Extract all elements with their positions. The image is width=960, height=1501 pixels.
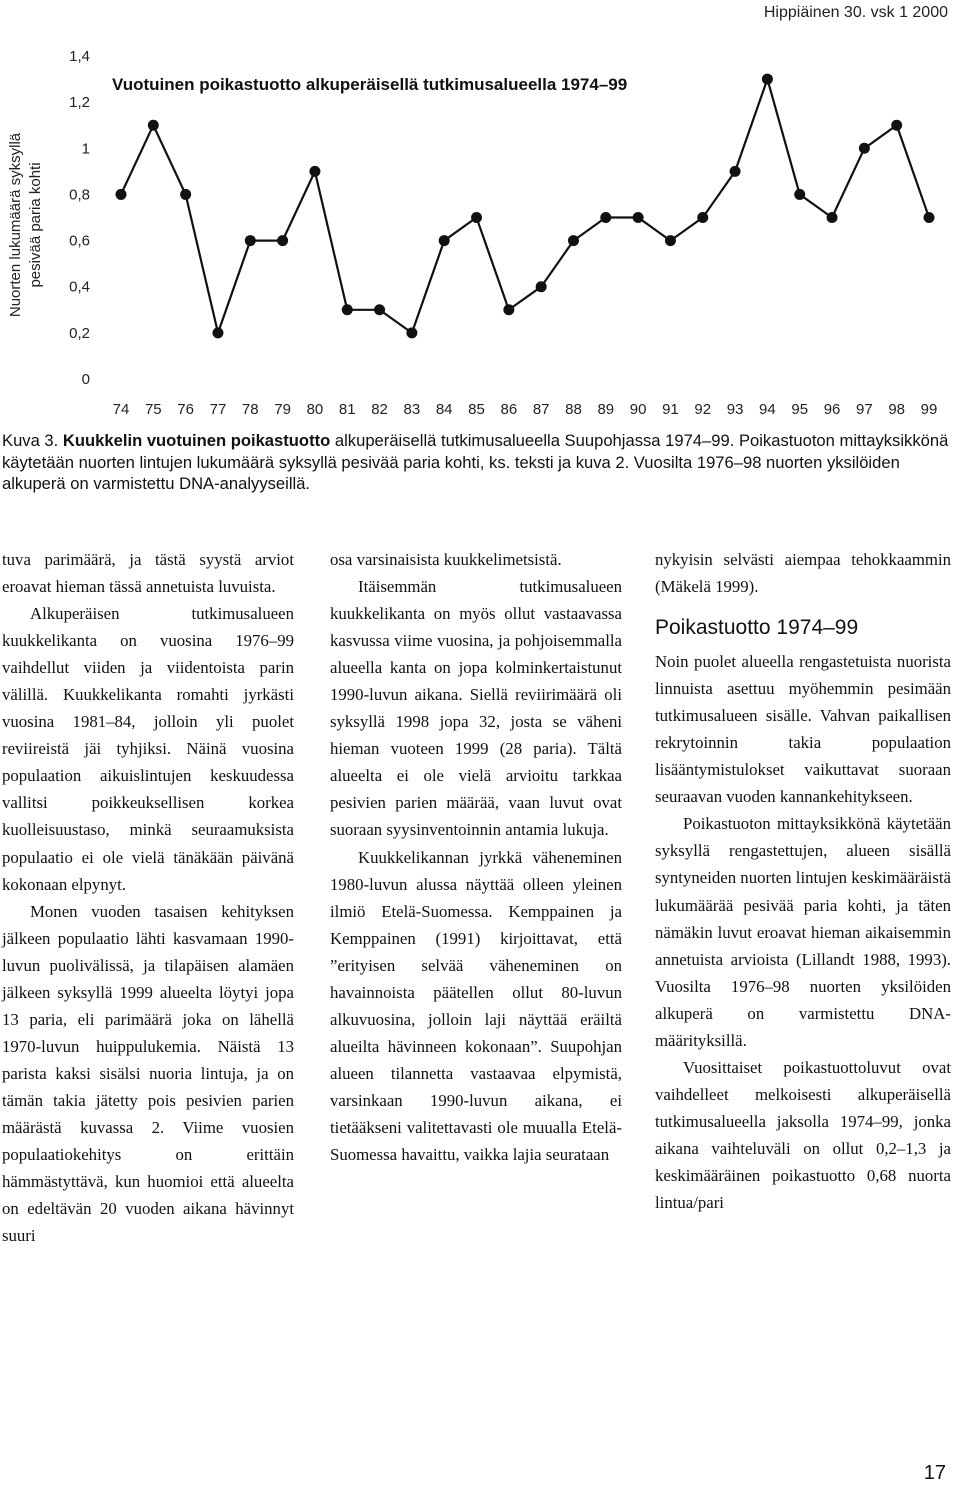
page-number: 17 (923, 1462, 946, 1484)
data-point (697, 212, 708, 223)
x-tick-label: 82 (371, 401, 388, 418)
data-point (245, 235, 256, 246)
data-point (924, 212, 935, 223)
paragraph: Alkuperäisen tutkimusalueen kuukkelikanta on vuosina 1976–99 vaihdellut viiden ja viidentoista parin välillä. Kuukkelikanta romahti jyrkästi vuosina 1981–84, jolloin yli puolet reviireistä jäi tyhjiksi. Näinä vuosina populaation aikuislintujen keskuudessa vallitsi poikkeuksellisen korkea kuolleisuustaso, minkä seuraamuksista populaatio ei ole vielä tänäkään päivänä kokonaan elpynyt. (2, 604, 294, 894)
data-point (212, 327, 223, 338)
figure-caption (2, 430, 958, 495)
x-tick-label: 95 (791, 401, 809, 418)
y-tick-label: 1,2 (69, 94, 90, 112)
x-tick-label: 81 (338, 401, 356, 418)
data-point (762, 74, 773, 85)
x-tick-label: 89 (597, 401, 615, 418)
paragraph: Kuukkelikannan jyrkkä väheneminen 1980-luvun alussa näyttää olleen yleinen ilmiö Etelä-Suomessa. Kemppainen ja Kemppainen (1991) kirjoittavat, että ”erityisen selvää väheneminen on havainnoista päätellen ollut 80-luvun alkuvuosina, jolloin laji näyttää eräiltä alueilta hävinneen kokonaan”. Suupohjan alueen tilannetta vastaavaa elpymistä, varsinkaan 1990-luvun aikana, ei tietääkseni valitettavasti ole muualla Etelä-Suomessa havaittu, vaikka lajia seurataan (330, 847, 622, 1165)
y-axis-label-line1: Nuorten lukumäärä syksyllä (7, 132, 24, 318)
caption-label: Kuva 3. (2, 431, 59, 450)
x-tick-label: 78 (241, 401, 259, 418)
data-point (859, 143, 870, 154)
paragraph: Monen vuoden tasaisen kehityksen jälkeen populaatio lähti kasvamaan 1990-luvun puolivälissä, ja tilapäisen alamäen jälkeen syksyllä 1999 alueelta löytyi jopa 13 paria, eli parimäärä joka on lähellä 1970-luvun huippulukemia. Näistä 13 parista kaksi sisälsi nuoria lintuja, ja on tämän takia jätetty pois pesivien parien määrästä kuvassa 2. Viime vuosien populaatiokehitys on erittäin hämmästyttävä, kun huomioi että alueelta on edeltävän 20 vuoden aikana hävinnyt suuri (2, 901, 294, 1246)
y-tick-label: 1,4 (69, 48, 90, 65)
data-point (342, 304, 353, 315)
data-point (309, 166, 320, 177)
data-point (665, 235, 676, 246)
data-point (600, 212, 611, 223)
data-point (503, 304, 514, 315)
x-tick-label: 76 (177, 401, 194, 418)
data-point (180, 189, 191, 200)
data-point (568, 235, 579, 246)
x-tick-label: 74 (112, 401, 130, 418)
x-tick-label: 88 (565, 401, 582, 418)
x-tick-label: 93 (726, 401, 744, 418)
x-tick-label: 91 (662, 401, 679, 418)
data-point (730, 166, 741, 177)
x-tick-label: 94 (759, 401, 776, 418)
text-column-2 (330, 546, 622, 1168)
y-axis-label-line2: pesivää paria kohti (27, 162, 44, 288)
x-tick-label: 97 (856, 401, 873, 418)
y-tick-label: 0,4 (69, 278, 90, 296)
x-tick-label: 80 (306, 401, 324, 418)
x-tick-label: 84 (435, 401, 453, 418)
chart-title: Vuotuinen poikastuotto alkuperäisellä tutkimusalueella 1974–99 (112, 75, 628, 94)
data-point (148, 120, 159, 131)
paragraph: osa varsinaisista kuukkelimetsistä. (330, 550, 562, 569)
paragraph: Vuosittaiset poikastuottoluvut ovat vaihdelleet melkoisesti alkuperäisellä tutkimusalueella jaksolla 1974–99, jonka aikana vaihteluväli on ollut 0,2–1,3 ja keskimääräinen poikastuotto 0,68 nuorta lintua/pari (655, 1057, 951, 1213)
x-tick-label: 85 (468, 401, 485, 418)
x-tick-label: 83 (403, 401, 421, 418)
paragraph: nykyisin selvästi aiempaa tehokkaammin (Mäkelä 1999). (655, 550, 951, 597)
y-axis-label (7, 132, 44, 317)
x-tick-label: 96 (823, 401, 841, 418)
data-point (891, 120, 902, 131)
y-tick-labels (69, 48, 90, 388)
x-tick-label: 99 (920, 401, 938, 418)
paragraph: Itäisemmän tutkimusalueen kuukkelikanta on myös ollut vastaavassa kasvussa viime vuosina, ja pohjoisemmalla alueella kanta on jopa kolminkertaistunut 1990-luvun aikana. Siellä reviirimäärä oli syksyllä 1998 jopa 32, josta se väheni hieman vuoteen 1999 (28 paria). Tältä alueelta ei ole vielä arvioitu tarkkaa pesivien parien määrää, vaan luvut ovat suoraan syysinventoinnin antamia lukuja. (330, 577, 622, 840)
text-column-1 (2, 546, 294, 1249)
x-tick-label: 90 (629, 401, 647, 418)
line-chart (0, 30, 960, 425)
data-point (439, 235, 450, 246)
text-column-3 (655, 546, 951, 1216)
y-tick-label: 0,6 (69, 232, 90, 250)
data-point (471, 212, 482, 223)
x-tick-label: 79 (274, 401, 291, 418)
data-point (277, 235, 288, 246)
series-line (121, 79, 929, 333)
y-tick-label: 0,8 (69, 186, 90, 204)
x-tick-label: 77 (209, 401, 227, 418)
data-point (794, 189, 805, 200)
running-head: Hippiäinen 30. vsk 1 2000 (763, 4, 948, 21)
x-tick-label: 98 (888, 401, 906, 418)
caption-text: alkuperäisellä tutkimusalueella Suupohjassa 1974–99. Poikastuoton mittayksikkönä käytetään nuorten lintujen lukumäärä syksyllä pesivää paria kohti, ks. teksti ja kuva 2. Vuosilta 1976–98 nuorten yksilöiden alkuperä on varmistettu DNA-analyyseillä. (2, 431, 949, 493)
x-tick-label: 86 (500, 401, 518, 418)
y-tick-label: 0,2 (69, 324, 90, 342)
caption-bold-title: Kuukkelin vuotuinen poikastuotto (62, 431, 331, 450)
series-poikastuotto (116, 74, 935, 339)
x-tick-label: 92 (694, 401, 712, 418)
data-point (374, 304, 385, 315)
y-tick-label: 0 (81, 371, 90, 388)
data-point (827, 212, 838, 223)
paragraph: tuva parimäärä, ja tästä syystä arviot eroavat hieman tässä annetuista luvuista. (2, 550, 294, 597)
paragraph: Poikastuoton mittayksikkönä käytetään syksyllä rengastettujen, alueen sisällä syntyneiden nuorten lintujen keskimääräistä lukumäärää pesivää paria kohti, ja täten nämäkin luvut eroavat hieman aikaisemmin annetuista arvioista (Lillandt 1988, 1993). Vuosilta 1976–98 nuorten yksilöiden alkuperä on varmistettu DNA-määrityksillä. (655, 814, 951, 1050)
y-tick-label: 1 (81, 140, 90, 158)
x-tick-label: 87 (532, 401, 550, 418)
x-tick-labels (113, 401, 938, 418)
section-heading: Poikastuotto 1974–99 (655, 616, 859, 640)
data-point (536, 281, 547, 292)
data-point (633, 212, 644, 223)
paragraph: Noin puolet alueella rengastetuista nuorista linnuista asettuu myöhemmin pesimään tutkimusalueen sisälle. Vahvan paikallisen rekrytoinnin takia populaation lisääntymistulokset vaikuttavat suoraan seuraavan vuoden kannankehitykseen. (655, 652, 951, 807)
x-tick-label: 75 (144, 401, 162, 418)
data-point (406, 327, 417, 338)
data-point (116, 189, 127, 200)
